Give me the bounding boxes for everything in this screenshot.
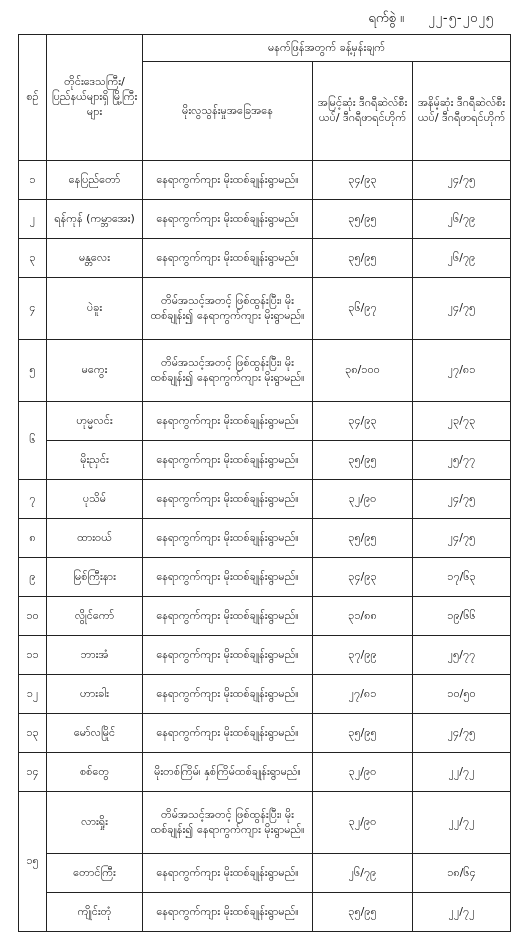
table-row xyxy=(19,161,511,200)
max-temperature: ၃၅/၉၅ xyxy=(313,893,413,932)
table-row xyxy=(19,792,511,854)
table-row xyxy=(19,200,511,239)
weather-condition: နေရာကွက်ကျား မိုးထစ်ချုန်းရွာမည်။ xyxy=(143,441,313,480)
weather-condition: နေရာကွက်ကျား မိုးထစ်ချုန်းရွာမည်။ xyxy=(143,854,313,893)
city-name: တောင်ကြီး xyxy=(47,854,143,893)
city-name: မန္တလေး xyxy=(47,239,143,278)
column-header-no: စဉ် xyxy=(19,35,47,161)
city-name: ထားဝယ် xyxy=(47,519,143,558)
weather-condition: နေရာကွက်ကျား မိုးထစ်ချုန်းရွာမည်။ xyxy=(143,714,313,753)
weather-condition: နေရာကွက်ကျား မိုးထစ်ချုန်းရွာမည်။ xyxy=(143,675,313,714)
row-number: ၁ xyxy=(19,161,47,200)
row-number: ၁၄ xyxy=(19,753,47,792)
min-temperature: ၂၅/၇၇ xyxy=(413,441,511,480)
min-temperature: ၂၅/၇၇ xyxy=(413,636,511,675)
weather-condition: တိမ်အသင့်အတင့် ဖြစ်ထွန်းပြီး၊ မိုးထစ်ချုန်း၍ နေရာကွက်ကျား မိုးရွာမည်။ xyxy=(143,792,313,854)
max-temperature: ၃၅/၉၅ xyxy=(313,441,413,480)
min-temperature: ၂၂/၇၂ xyxy=(413,753,511,792)
table-row xyxy=(19,340,511,402)
min-temperature: ၂၄/၇၅ xyxy=(413,714,511,753)
date-label: ရက်စွဲ ။ xyxy=(368,11,404,26)
max-temperature: ၂၆/၇၉ xyxy=(313,854,413,893)
weather-condition: နေရာကွက်ကျား မိုးထစ်ချုန်းရွာမည်။ xyxy=(143,597,313,636)
table-row xyxy=(19,558,511,597)
max-temperature: ၃၅/၉၅ xyxy=(313,239,413,278)
weather-condition: နေရာကွက်ကျား မိုးထစ်ချုန်းရွာမည်။ xyxy=(143,402,313,441)
min-temperature: ၁၀/၅၀ xyxy=(413,675,511,714)
max-temperature: ၂၇/၈၁ xyxy=(313,675,413,714)
row-number: ၉ xyxy=(19,558,47,597)
min-temperature: ၂၄/၇၅ xyxy=(413,519,511,558)
max-temperature: ၃၂/၉၀ xyxy=(313,792,413,854)
row-number: ၁၂ xyxy=(19,675,47,714)
row-number: ၁၀ xyxy=(19,597,47,636)
row-number: ၂ xyxy=(19,200,47,239)
min-temperature: ၂၃/၇၃ xyxy=(413,402,511,441)
min-temperature: ၂၄/၇၅ xyxy=(413,161,511,200)
max-temperature: ၃၂/၉၀ xyxy=(313,480,413,519)
row-number: ၁၅ xyxy=(19,792,47,932)
city-name: ပုသိမ် xyxy=(47,480,143,519)
table-row xyxy=(19,597,511,636)
min-temperature: ၂၄/၇၅ xyxy=(413,480,511,519)
row-number: ၁၁ xyxy=(19,636,47,675)
weather-condition: မိုးတစ်ကြိမ်၊ နှစ်ကြိမ်ထစ်ချုန်းရွာမည်။ xyxy=(143,753,313,792)
city-name: ဘားအံ xyxy=(47,636,143,675)
max-temperature: ၃၅/၉၅ xyxy=(313,519,413,558)
row-number: ၅ xyxy=(19,340,47,402)
weather-condition: နေရာကွက်ကျား မိုးထစ်ချုန်းရွာမည်။ xyxy=(143,239,313,278)
table-row xyxy=(19,519,511,558)
row-number: ၆ xyxy=(19,402,47,480)
table-row xyxy=(19,714,511,753)
row-number: ၄ xyxy=(19,278,47,340)
city-name: စစ်တွေ xyxy=(47,753,143,792)
row-number: ၁၃ xyxy=(19,714,47,753)
table-row xyxy=(19,893,511,932)
max-temperature: ၃၄/၉၃ xyxy=(313,402,413,441)
table-row xyxy=(19,636,511,675)
min-temperature: ၂၆/၇၉ xyxy=(413,239,511,278)
row-number: ၃ xyxy=(19,239,47,278)
min-temperature: ၁၈/၆၄ xyxy=(413,854,511,893)
city-name: မြစ်ကြီးနား xyxy=(47,558,143,597)
column-header-forecast-group: မနက်ဖြန်အတွက် ခန့်မှန်းချက် xyxy=(143,35,511,62)
column-header-max-temp: အမြင့်ဆုံး ဒီဂရီဆဲလ်စီးယပ်/ ဒီဂရီဖာရင်ဟိုက် xyxy=(313,62,413,161)
city-name: ဟားခါး xyxy=(47,675,143,714)
weather-condition: နေရာကွက်ကျား မိုးထစ်ချုန်းရွာမည်။ xyxy=(143,480,313,519)
max-temperature: ၃၈/၁၀၀ xyxy=(313,340,413,402)
column-header-min-temp: အနိမ့်ဆုံး ဒီဂရီဆဲလ်စီးယပ်/ ဒီဂရီဖာရင်ဟိုက် xyxy=(413,62,511,161)
city-name: ရန်ကုန် (ကမ္ဘာအေး) xyxy=(47,200,143,239)
city-name: နေပြည်တော် xyxy=(47,161,143,200)
min-temperature: ၁၉/၆၆ xyxy=(413,597,511,636)
row-number: ၇ xyxy=(19,480,47,519)
max-temperature: ၃၁/၈၈ xyxy=(313,597,413,636)
weather-condition: တိမ်အသင့်အတင့် ဖြစ်ထွန်းပြီး၊ မိုးထစ်ချုန်း၍ နေရာကွက်ကျား မိုးရွာမည်။ xyxy=(143,278,313,340)
max-temperature: ၃၆/၉၇ xyxy=(313,278,413,340)
min-temperature: ၂၆/၇၉ xyxy=(413,200,511,239)
weather-condition: နေရာကွက်ကျား မိုးထစ်ချုန်းရွာမည်။ xyxy=(143,519,313,558)
column-header-region: တိုင်းဒေသကြီး/ ပြည်နယ်များရှိ မြို့ကြီးများ xyxy=(47,35,143,161)
min-temperature: ၂၂/၇၂ xyxy=(413,893,511,932)
max-temperature: ၃၇/၉၉ xyxy=(313,636,413,675)
city-name: ကျိုင်းတုံ xyxy=(47,893,143,932)
min-temperature: ၂၇/၈၁ xyxy=(413,340,511,402)
weather-condition: နေရာကွက်ကျား မိုးထစ်ချုန်းရွာမည်။ xyxy=(143,558,313,597)
row-number: ၈ xyxy=(19,519,47,558)
min-temperature: ၂၂/၇၂ xyxy=(413,792,511,854)
weather-condition: နေရာကွက်ကျား မိုးထစ်ချုန်းရွာမည်။ xyxy=(143,636,313,675)
city-name: လွိုင်ကော် xyxy=(47,597,143,636)
city-name: ပဲခူး xyxy=(47,278,143,340)
city-name: ဟုမ္မလင်း xyxy=(47,402,143,441)
table-row xyxy=(19,278,511,340)
max-temperature: ၃၂/၉၀ xyxy=(313,753,413,792)
city-name: မကွေး xyxy=(47,340,143,402)
weather-condition: နေရာကွက်ကျား မိုးထစ်ချုန်းရွာမည်။ xyxy=(143,200,313,239)
column-header-weather: မိုးလွသွန်းမှုအခြေအနေ xyxy=(143,62,313,161)
table-row xyxy=(19,675,511,714)
max-temperature: ၃၅/၉၅ xyxy=(313,200,413,239)
date-line xyxy=(0,10,526,29)
table-row xyxy=(19,239,511,278)
date-value: ၂၂-၅-၂၀၂၅ xyxy=(428,11,494,26)
city-name: မော်လမြိုင် xyxy=(47,714,143,753)
min-temperature: ၂၄/၇၅ xyxy=(413,278,511,340)
table-row xyxy=(19,441,511,480)
max-temperature: ၃၅/၉၅ xyxy=(313,714,413,753)
weather-condition: တိမ်အသင့်အတင့် ဖြစ်ထွန်းပြီး၊ မိုးထစ်ချုန်း၍ နေရာကွက်ကျား မိုးရွာမည်။ xyxy=(143,340,313,402)
weather-condition: နေရာကွက်ကျား မိုးထစ်ချုန်းရွာမည်။ xyxy=(143,893,313,932)
min-temperature: ၁၇/၆၃ xyxy=(413,558,511,597)
table-row xyxy=(19,480,511,519)
table-row xyxy=(19,753,511,792)
table-row xyxy=(19,854,511,893)
weather-forecast-table xyxy=(18,34,511,932)
city-name: လားရှိုး xyxy=(47,792,143,854)
weather-condition: နေရာကွက်ကျား မိုးထစ်ချုန်းရွာမည်။ xyxy=(143,161,313,200)
max-temperature: ၃၄/၉၃ xyxy=(313,558,413,597)
city-name: မိုးညှင်း xyxy=(47,441,143,480)
table-row xyxy=(19,402,511,441)
max-temperature: ၃၄/၉၃ xyxy=(313,161,413,200)
